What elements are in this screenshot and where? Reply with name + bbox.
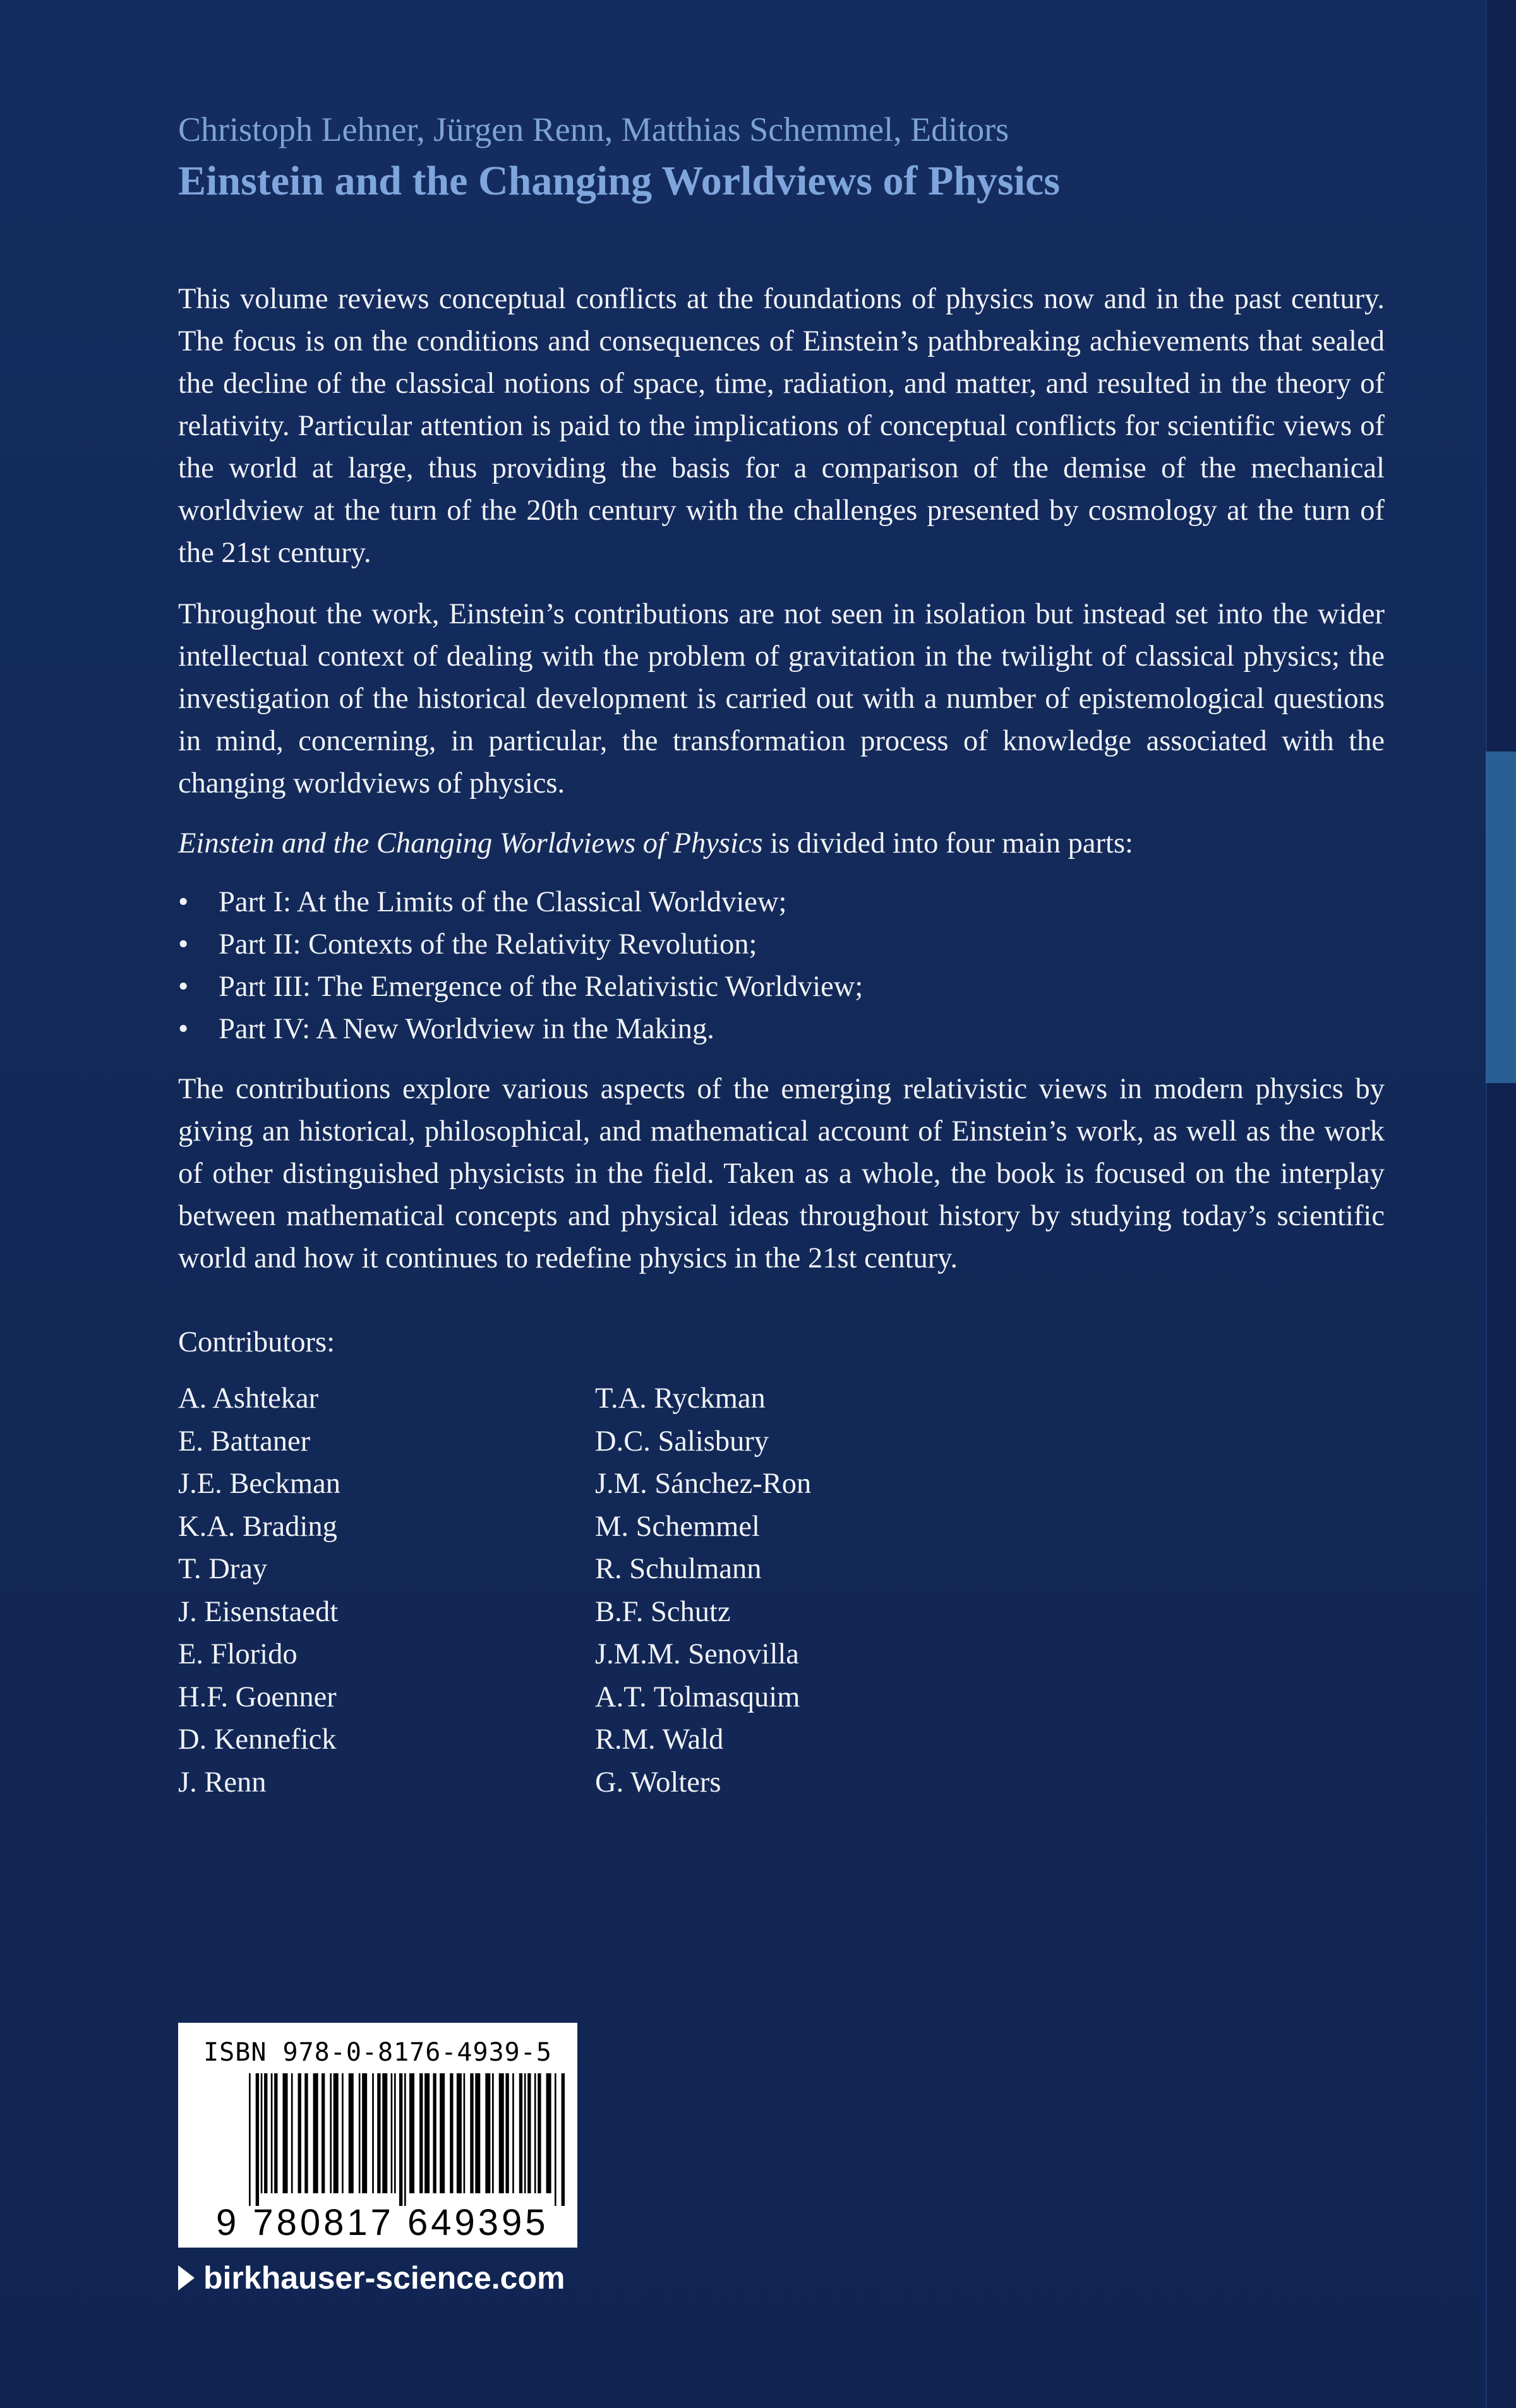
bullet-icon: • bbox=[178, 971, 189, 1003]
contributor-name: E. Florido bbox=[178, 1638, 298, 1670]
barcode-bar bbox=[524, 2073, 526, 2193]
contributor-name: D. Kennefick bbox=[178, 1723, 337, 1756]
barcode-bar bbox=[457, 2073, 462, 2193]
barcode-bar bbox=[512, 2073, 514, 2193]
contributor-name: J. Renn bbox=[178, 1766, 267, 1799]
contributors-left-column bbox=[178, 1377, 595, 1804]
bullet-icon: • bbox=[178, 886, 189, 918]
bullet-icon: • bbox=[178, 928, 189, 961]
contributors-list bbox=[178, 1377, 1385, 1804]
barcode-bars bbox=[249, 2073, 565, 2206]
barcode-bar bbox=[313, 2073, 318, 2193]
barcode-bar bbox=[527, 2073, 531, 2193]
cover-content bbox=[178, 106, 1385, 1804]
list-item-text: Part II: Contexts of the Relativity Revolution; bbox=[219, 928, 757, 961]
contributor-name: J.M.M. Senovilla bbox=[595, 1638, 799, 1670]
isbn-barcode bbox=[178, 2023, 577, 2248]
barcode-bar bbox=[394, 2073, 396, 2193]
spine-accent-bar bbox=[1486, 752, 1516, 1083]
contributors-label: Contributors: bbox=[178, 1326, 335, 1358]
barcode-bar bbox=[475, 2073, 480, 2193]
barcode-bar bbox=[271, 2073, 273, 2193]
contributors-right-column bbox=[595, 1377, 1012, 1804]
barcode-bar bbox=[342, 2073, 344, 2193]
barcode-bar bbox=[291, 2073, 293, 2193]
book-title: Einstein and the Changing Worldviews of Physics bbox=[178, 158, 1061, 204]
barcode-bar bbox=[359, 2073, 361, 2193]
contributor-name: A. Ashtekar bbox=[178, 1382, 319, 1415]
contributor-name: E. Battaner bbox=[178, 1425, 311, 1458]
barcode-bar bbox=[330, 2073, 332, 2193]
barcode-bar bbox=[261, 2073, 263, 2193]
barcode-bar bbox=[409, 2073, 414, 2193]
list-item bbox=[178, 966, 1385, 1008]
barcode-bar bbox=[555, 2073, 556, 2206]
contributor-name: J. Eisenstaedt bbox=[178, 1595, 339, 1628]
barcode-bar bbox=[298, 2073, 301, 2193]
contributor-name: K.A. Brading bbox=[178, 1510, 337, 1543]
publisher-website[interactable] bbox=[178, 2256, 620, 2300]
barcode-bar bbox=[419, 2073, 423, 2193]
barcode-bar bbox=[470, 2073, 473, 2193]
barcode-digits: 9 780817 649395 bbox=[216, 2202, 549, 2243]
barcode-bar bbox=[304, 2073, 308, 2193]
contributor-name: A.T. Tolmasquim bbox=[595, 1680, 800, 1713]
list-item-text: Part III: The Emergence of the Relativistic Worldview; bbox=[219, 971, 863, 1003]
list-item bbox=[178, 923, 1385, 966]
book-title-italic: Einstein and the Changing Worldviews of Physics bbox=[178, 827, 763, 860]
barcode-bar bbox=[562, 2073, 565, 2206]
barcode-bar bbox=[538, 2073, 541, 2193]
barcode-bar bbox=[362, 2073, 367, 2193]
contributor-name: D.C. Salisbury bbox=[595, 1425, 769, 1458]
contributor-name: J.M. Sánchez-Ron bbox=[595, 1468, 812, 1500]
list-item bbox=[178, 1008, 1385, 1050]
barcode-bar bbox=[464, 2073, 466, 2193]
bullet-icon: • bbox=[178, 1013, 189, 1045]
description-paragraph-4: The contributions explore various aspects of the emerging relativistic views in modern physics by giving an historical, philosophical, and mathematical account of Einstein’s work, as well as the work of other distinguished physicists in the field. Taken as a whole, the book is focused on the interplay between mathematical concepts and physical ideas throughout history by studying today’s scientific world and how it continues to redefine physics in the 21st century. bbox=[178, 1073, 1385, 1274]
barcode-bar bbox=[499, 2073, 504, 2193]
contributor-name: R.M. Wald bbox=[595, 1723, 724, 1756]
contributor-name: B.F. Schutz bbox=[595, 1595, 731, 1628]
website-url[interactable]: birkhauser-science.com bbox=[203, 2260, 565, 2296]
contributor-name: G. Wolters bbox=[595, 1766, 721, 1799]
barcode-bar bbox=[534, 2073, 536, 2193]
barcode-bar bbox=[546, 2073, 551, 2193]
barcode-bar bbox=[391, 2073, 393, 2193]
barcode-bar bbox=[492, 2073, 494, 2193]
play-arrow-icon bbox=[178, 2265, 195, 2291]
barcode-bar bbox=[382, 2073, 387, 2193]
parts-list bbox=[178, 881, 1385, 1050]
contributor-name: M. Schemmel bbox=[595, 1510, 760, 1543]
barcode-bar bbox=[349, 2073, 354, 2193]
contributor-name: J.E. Beckman bbox=[178, 1468, 340, 1500]
contributor-name: R. Schulmann bbox=[595, 1553, 762, 1585]
barcode-bar bbox=[399, 2073, 402, 2206]
list-item-text: Part IV: A New Worldview in the Making. bbox=[219, 1013, 714, 1045]
barcode-bar bbox=[274, 2073, 277, 2193]
list-item-text: Part I: At the Limits of the Classical Worldview; bbox=[219, 886, 787, 918]
contributor-name: T. Dray bbox=[178, 1553, 268, 1585]
barcode-bar bbox=[440, 2073, 445, 2193]
barcode-bar bbox=[485, 2073, 490, 2193]
contributor-name: T.A. Ryckman bbox=[595, 1382, 766, 1415]
barcode-bar bbox=[424, 2073, 430, 2193]
barcode-bar bbox=[377, 2073, 380, 2193]
description-paragraph-3 bbox=[178, 822, 1385, 865]
description-paragraph-1: This volume reviews conceptual conflicts at the foundations of physics now and in the past century. The focus is on the conditions and consequences of Einstein’s pathbreaking achievements that sealed the decline of the classical notions of space, time, radiation, and matter, and resulted in the theory of relativity. Particular attention is paid to the implications of conceptual conflicts for scientific views of the world at large, thus providing the basis for a comparison of the demise of the mechanical worldview at the turn of the 20th century with the challenges presented by cosmology at the turn of the 21st century. bbox=[178, 283, 1385, 569]
paragraph-3-rest: is divided into four main parts: bbox=[762, 827, 1133, 860]
spine-edge bbox=[1486, 0, 1516, 2408]
list-item bbox=[178, 881, 1385, 923]
contributor-name: H.F. Goenner bbox=[178, 1680, 337, 1713]
barcode-bar bbox=[404, 2073, 406, 2206]
barcode-bar bbox=[256, 2073, 259, 2206]
barcode-bar bbox=[264, 2073, 267, 2193]
editors-line: Christoph Lehner, Jürgen Renn, Matthias Schemmel, Editors bbox=[178, 111, 1009, 148]
barcode-bar bbox=[450, 2073, 453, 2193]
barcode-bar bbox=[433, 2073, 436, 2193]
barcode-bar bbox=[249, 2073, 251, 2206]
barcode-bar bbox=[282, 2073, 287, 2193]
barcode-bar bbox=[505, 2073, 508, 2193]
description-paragraph-2: Throughout the work, Einstein’s contributions are not seen in isolation but instead set into the wider intellectual context of dealing with the problem of gravitation in the twilight of classical physics; the investigation of the historical development is carried out with a number of epistemological questions in mind, concerning, in particular, the transformation process of knowledge associated with the changing worldviews of physics. bbox=[178, 598, 1385, 800]
barcode-bar bbox=[372, 2073, 374, 2193]
barcode-bar bbox=[322, 2073, 325, 2193]
barcode-bar bbox=[519, 2073, 522, 2193]
isbn-number: ISBN 978-0-8176-4939-5 bbox=[203, 2038, 552, 2067]
barcode-bar bbox=[334, 2073, 339, 2193]
